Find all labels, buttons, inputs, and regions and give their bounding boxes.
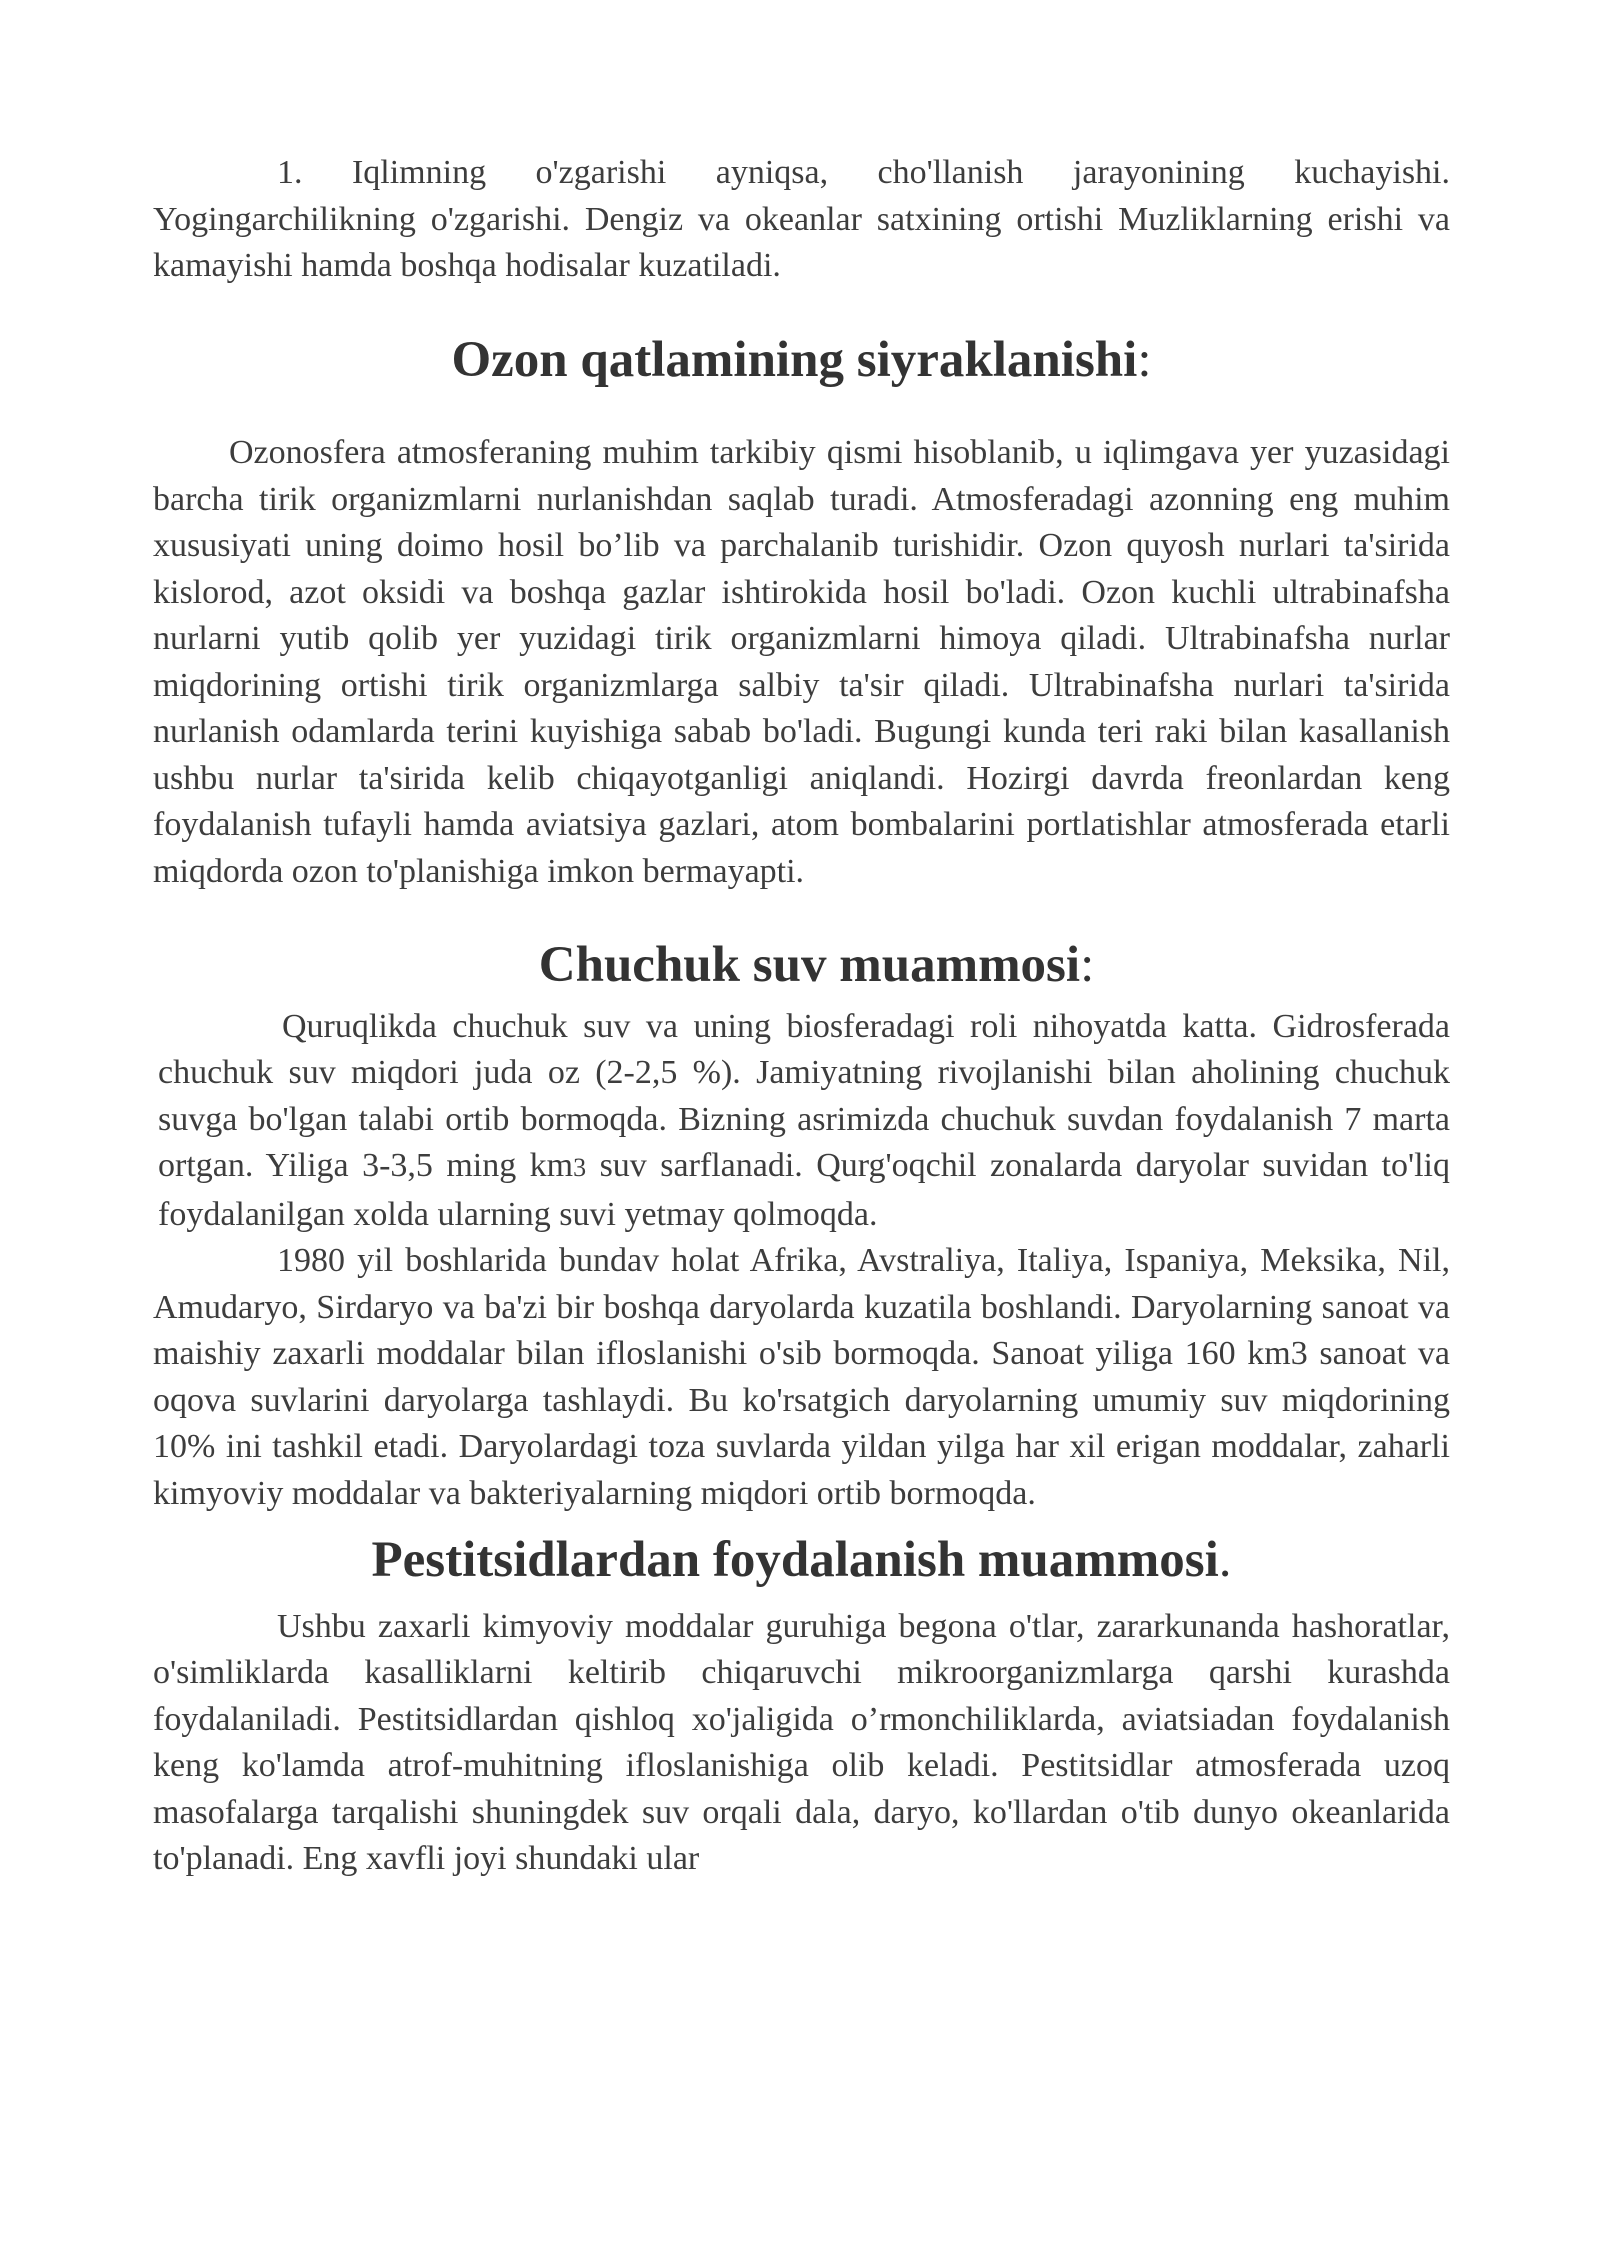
section-heading-pesticides-punct: . (1218, 1532, 1232, 1588)
section-heading-water (153, 937, 1450, 993)
intro-paragraph: 1. Iqlimning o'zgarishi ayniqsa, cho'llanish jarayonining kuchayishi. Yogingarchilikning o'zgarishi. Dengiz va okeanlar satxining ortishi Muzliklarning erishi va kamayishi hamda boshqa hodisalar kuzatiladi. (153, 154, 1450, 284)
section-heading-ozon-text: Ozon qatlamining siyraklanishi (451, 331, 1138, 388)
water-paragraph-1-text-a: Quruqlikda chuchuk suv va uning biosferadagi roli nihoyatda katta. Gidrosferada chuchuk suv miqdori juda oz (2-2,5 %). Jamiyatning rivojlanishi bilan aholining chuchuk suvga bo'lgan talabi ortib bormoqda. Bizning asrimizda chuchuk suvdan foydalanish 7 marta ortgan. Yiliga 3-3,5 ming km (158, 1007, 1450, 1184)
section-heading-water-punct: : (1080, 937, 1095, 993)
section-heading-pesticides (153, 1532, 1450, 1588)
document-page (153, 150, 1450, 1883)
spacer (153, 290, 1450, 337)
spacer (153, 895, 1450, 942)
section-heading-pesticides-text: Pestitsidlardan foydalanish muammosi (371, 1532, 1219, 1588)
spacer (153, 383, 1450, 430)
pesticides-paragraph: Ushbu zaxarli kimyoviy moddalar guruhiga begona o'tlar, zararkunanda hashoratlar, o'simliklarda kasalliklarni keltirib chiqaruvchi mikroorganizmlarga qarshi kurashda foydalaniladi. Pestitsidlardan qishloq xo'jaligida o’rmonchiliklarda, aviatsiadan foydalanish keng ko'lamda atrof-muhitning ifloslanishiga olib keladi. Pestitsidlar atmosferada uzoq masofalarga tarqalishi shuningdek suv orqali dala, daryo, ko'llardan o'tib dunyo okeanlarida to'planadi. Eng xavfli joyi shundaki ular (153, 1607, 1450, 1877)
ozon-paragraph: Ozonosfera atmosferaning muhim tarkibiy qismi hisoblanib, u iqlimgava yer yuzasidagi barcha tirik organizmlarni nurlanishdan saqlab turadi. Atmosferadagi azonning eng muhim xususiyati uning doimo hosil bo’lib va parchalanib turishidir. Ozon quyosh nurlari ta'sirida kislorod, azot oksidi va boshqa gazlar ishtirokida hosil bo'ladi. Ozon kuchli ultrabinafsha nurlarni yutib qolib yer yuzidagi tirik organizmlarni himoya qiladi. Ultrabinafsha nurlar miqdorining ortishi tirik organizmlarga salbiy ta'sir qiladi. Ultrabinafsha nurlari ta'sirida nurlanish odamlarda terini kuyishiga sabab bo'ladi. Bugungi kunda teri raki bilan kasallanish ushbu nurlar ta'sirida kelib chiqayotganligi aniqlandi. Hozirgi davrda freonlardan keng foydalanish tufayli hamda aviatsiya gazlari, atom bombalarini portlatishlar atmosferada etarli miqdorda ozon to'planishiga imkon bermayapti. (153, 434, 1450, 890)
water-paragraph-1-text-b: suv sarflanadi. Qurg'oqchil zonalarda daryolar suvidan to'liq foydalanilgan xolda ularning suvi yetmay qolmoqda. (158, 1147, 1451, 1233)
section-heading-ozon-punct: : (1137, 331, 1152, 388)
section-heading-ozon (153, 331, 1450, 388)
section-heading-water-text: Chuchuk suv muammosi (538, 937, 1081, 993)
water-paragraph-2: 1980 yil boshlarida bundav holat Afrika, Avstraliya, Italiya, Ispaniya, Meksika, Nil, Amudaryo, Sirdaryo va ba'zi bir boshqa daryolarda kuzatila boshlandi. Daryolarning sanoat va maishiy zaxarli moddalar bilan ifloslanishi o'sib bormoqda. Sanoat yiliga 160 km3 sanoat va oqova suvlarini daryolarga tashlaydi. Bu ko'rsatgich daryolarning umumiy suv miqdorining 10% ini tashkil etadi. Daryolardagi toza suvlarda yildan yilga har xil erigan moddalar, zaharli kimyoviy moddalar va bakteriyalarning miqdori ortib bormoqda. (153, 1242, 1450, 1512)
water-paragraph-1 (153, 1004, 1450, 1239)
unit-superscript: 3 (573, 1153, 587, 1182)
